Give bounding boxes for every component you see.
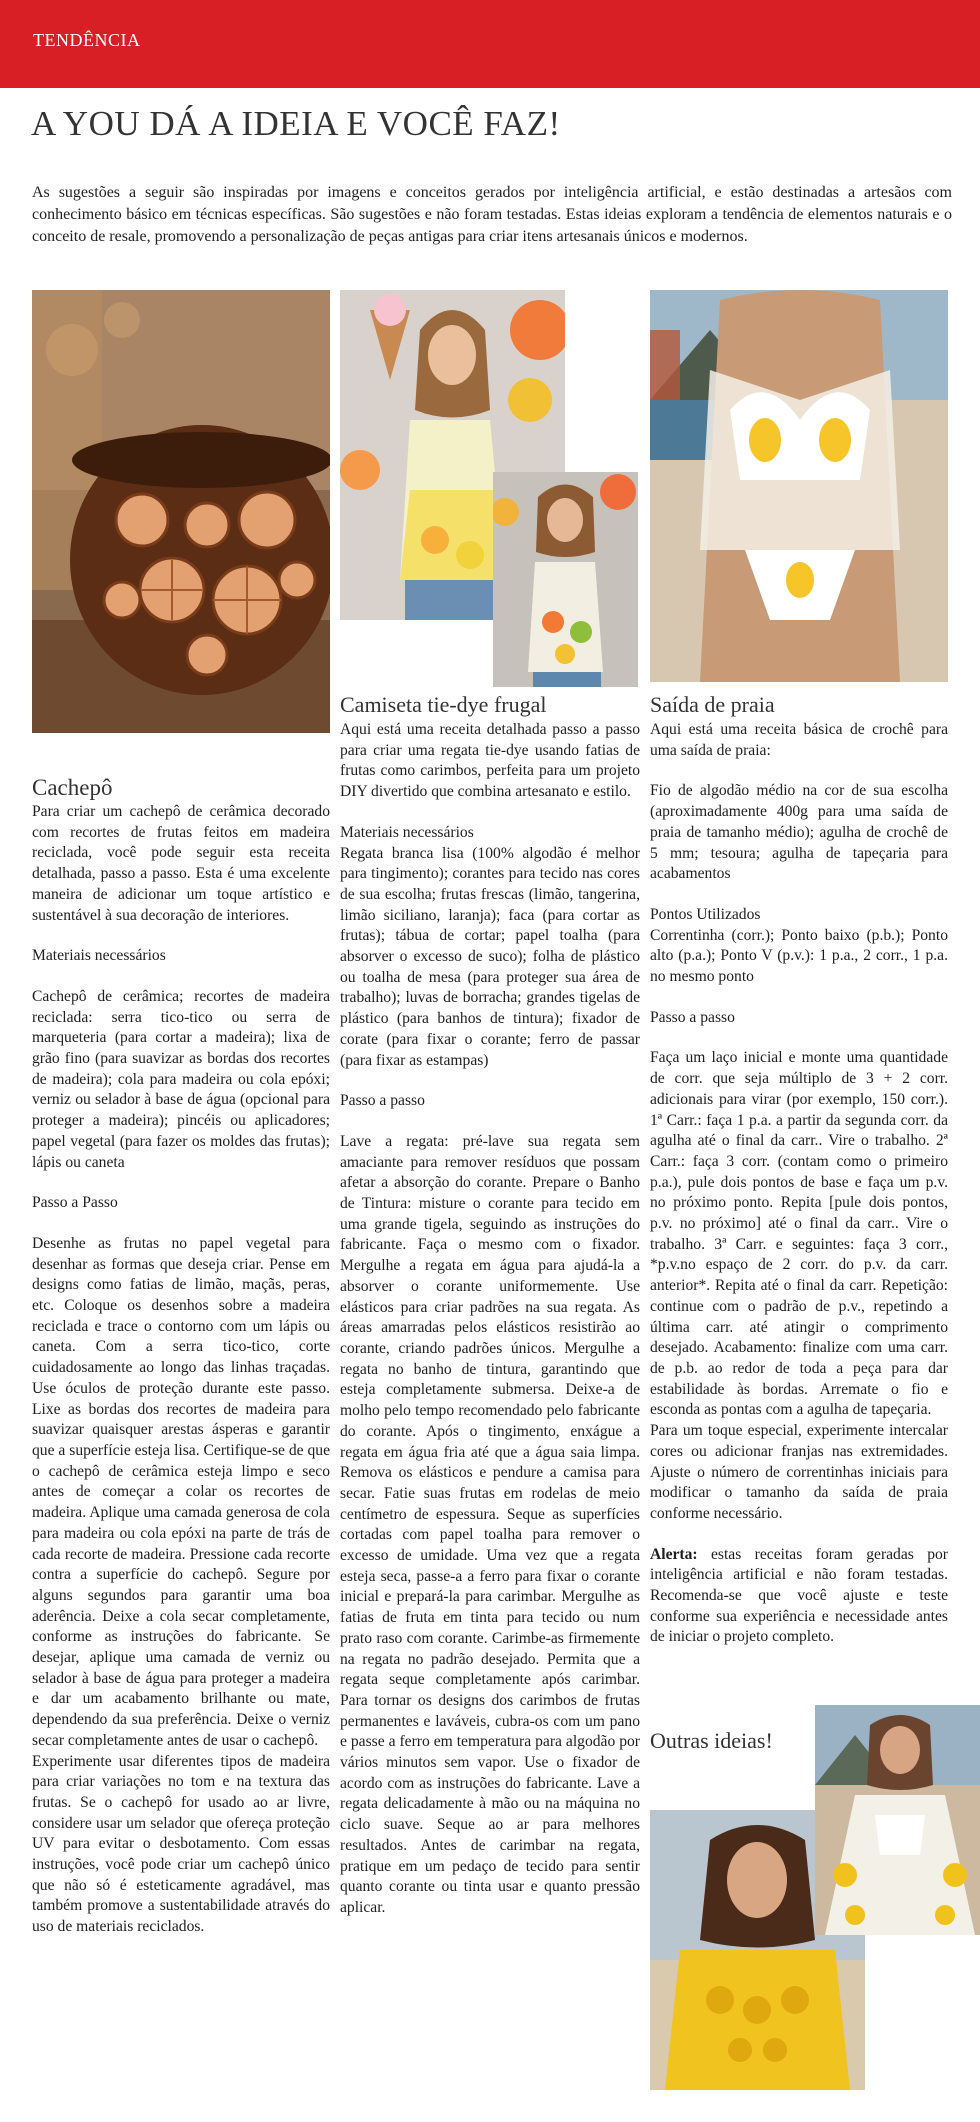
beach-coverup-points-heading: Pontos Utilizados xyxy=(650,905,761,923)
tie-dye-materials-heading: Materiais necessários xyxy=(340,823,474,841)
cachepo-illustration xyxy=(32,290,330,733)
beach-coverup-intro: Aqui está uma receita básica de crochê para uma saída de praia: xyxy=(650,721,948,759)
section-header-bar xyxy=(0,0,980,88)
ai-alert-label: Alerta: xyxy=(650,1545,698,1563)
cachepo-column xyxy=(32,802,330,1938)
cachepo-intro: Para criar um cachepô de cerâmica decorado com recortes de frutas feitos em madeira reciclada, você pode seguir esta receita detalhada, passo a passo. Esta é uma excelente maneira de adicionar um toque artístico e sustentável à sua decoração de interiores. xyxy=(32,803,330,924)
tie-dye-illustration-inset xyxy=(493,472,638,687)
other-ideas-heading: Outras ideias! xyxy=(650,1728,773,1753)
tie-dye-steps-heading: Passo a passo xyxy=(340,1092,425,1110)
tie-dye-materials: Regata branca lisa (100% algodão é melhor para tingimento); corantes para tecido nas cores de sua escolha; frutas frescas (limão, tangerina, limão siciliano, laranja); faca (para cortar as frutas); tábua de cortar; papel toalha (para absorver o excesso de suco); folha de plástico ou toalha de mesa (para proteger sua área de trabalho); luvas de borracha; grandes tigelas de plástico (para banhos de tintura); fixador de corate (para fixar o corante; ferro de passar (para fixar as estampas) xyxy=(340,844,640,1069)
tie-dye-intro: Aqui está uma receita detalhada passo a passo para criar uma regata tie-dye usando fatias de frutas como carimbos, perfeita para um projeto DIY divertido que combina artesanato e estilo. xyxy=(340,721,640,801)
beach-coverup-steps: Faça um laço inicial e monte uma quantidade de corr. que seja múltiplo de 3 + 2 corr. adicionais para virar (por exemplo, 150 corr.). 1ª Carr.: faça 1 p.a. a partir da segunda corr. da agulha até o final da carr.. Vire o trabalho. 2ª Carr.: faça 3 corr. (contam como o primeiro p.a.), pule dois pontos de base e faça um p.v. no próximo ponto. Repita [pule dois pontos, p.v. no próximo] até o final da carr.. Vire o trabalho. 3ª Carr. e seguintes: faça 3 corr., *p.v.no espaço de 2 corr. do p.v. da carr. anterior*. Repita até o final da carr. Repetição: continue com o padrão de p.v., repetindo a última carr. até atingir o comprimento desejado. Acabamento: finalize com uma carr. de p.b. ao redor de toda a peça para dar estabilidade às bordas. Arremate o fio e esconda as pontas com a agulha de tapeçaria. xyxy=(650,1049,948,1419)
beach-coverup-heading: Saída de praia xyxy=(650,692,775,717)
cachepo-materials: Cachepô de cerâmica; recortes de madeira reciclada: serra tico-tico ou serra de marqueteria (para cortar a madeira); lixa de grão fino (para suavizar as bordas dos recortes de madeira); cola para madeira ou cola epóxi; verniz ou selador à base de água (opcional para proteger a madeira); pincéis ou aplicadores; papel vegetal (para fazer os moldes das frutas); lápis ou caneta xyxy=(32,987,330,1171)
cachepo-steps: Desenhe as frutas no papel vegetal para desenhar as formas que deseja criar. Pense em designs como fatias de limão, maçãs, peras, etc. Coloque os desenhos sobre a madeira reciclada e trace o contorno com um lápis ou caneta. Com a serra tico-tico, corte cuidadosamente ao longo das linhas traçadas. Use óculos de proteção durante este passo. Lixe as bordas dos recortes de madeira para suavizar quaisquer arestas ásperas e garantir que a superfície esteja lisa. Certifique-se de que o cachepô de cerâmica esteja limpo e seco antes de começar a colar os recortes de madeira. Aplique uma camada generosa de cola para madeira ou cola epóxi na parte de trás de cada recorte de madeira. Pressione cada recorte contra a superfície do cachepô. Segure por alguns segundos para garantir uma boa aderência. Deixe a cola secar completamente, conforme as instruções do fabricante. Se desejar, aplique uma camada de verniz ou selador à base de água para proteger a madeira e dar um acabamento brilhante ou mate, dependendo da sua preferência. Deixe o verniz secar completamente antes de usar o cachepô. xyxy=(32,1234,330,1749)
beach-coverup-column xyxy=(650,720,948,1648)
cachepo-steps-heading: Passo a Passo xyxy=(32,1194,118,1212)
tie-dye-steps: Lave a regata: pré-lave sua regata sem amaciante para remover resíduos que possam afetar a absorção do corante. Prepare o Banho de Tintura: misture o corante para tecido em uma grande tigela, seguindo as instruções do fabricante. Faça o mesmo com o fixador. Mergulhe a regata em água para ajudá-la a absorver o corante uniformemente. Use elásticos para criar padrões na sua regata. As áreas amarradas pelos elásticos resistirão ao corante, criando padrões únicos. Mergulhe a regata no banho de tintura, garantindo que esteja completamente submersa. Deixe-a de molho pelo tempo recomendado pelo fabricante do corante. Após o tingimento, enxágue a regata em água fria até que a água saia limpa. Remova os elásticos e pendure a camisa para secar. Fatie suas frutas em rodelas de meio centímetro de espessura. Seque as superfícies cortadas com papel toalha para remover o excesso de umidade. Uma vez que a regata esteja seca, passe-a a ferro para fixar o corante inicial e prepará-la para carimbar. Mergulhe as fatias de fruta em tinta para tecido ou num prato raso com corante. Carimbe-as firmemente na regata no padrão desejado. Permita que a regata seque completamente após carimbar. Para tornar os designs dos carimbos de frutas permanentes e laváveis, cubra-os com um pano e passe a ferro em temperatura para algodão por vários minutos sem vapor. Use o fixador de acordo com as instruções do fabricante. Lave a regata delicadamente à mão ou na máquina no ciclo suave. Seque ao ar para melhores resultados. Antes de carimbar na regata, pratique em um pedaço de tecido para sentir quanto corante ou tinta usar e quanto pressão aplicar. xyxy=(340,1132,640,1916)
tie-dye-column xyxy=(340,720,640,1919)
other-ideas-photo-back xyxy=(815,1705,980,1935)
other-ideas-illustration-back xyxy=(815,1705,980,1935)
beach-coverup-photo xyxy=(650,290,948,682)
beach-coverup-materials: Fio de algodão médio na cor de sua escolha (aproximadamente 400g para uma saída de praia de tamanho médio); agulha de crochê de 5 mm; tesoura; agulha de tapeçaria para acabamentos xyxy=(650,782,948,883)
beach-coverup-steps-heading: Passo a passo xyxy=(650,1008,735,1026)
beach-coverup-illustration xyxy=(650,290,948,682)
ai-alert-text: estas receitas foram geradas por inteligência artificial e não foram testadas. Recomenda-se que você ajuste e teste conforme sua experiência e necessidade antes de iniciar o projeto completo. xyxy=(650,1545,948,1646)
cachepo-photo xyxy=(32,290,330,733)
beach-coverup-tip: Para um toque especial, experimente intercalar cores ou adicionar franjas nas extremidades. Ajuste o número de correntinhas iniciais para modificar o tamanho da saída de praia conforme necessário. xyxy=(650,1422,948,1522)
tie-dye-heading: Camiseta tie-dye frugal xyxy=(340,692,547,717)
section-label: TENDÊNCIA xyxy=(33,30,141,50)
tie-dye-photo-inset xyxy=(493,472,638,687)
page-title: A YOU DÁ A IDEIA E VOCÊ FAZ! xyxy=(31,104,561,143)
beach-coverup-points: Correntinha (corr.); Ponto baixo (p.b.); Ponto alto (p.a.); Ponto V (p.v.): 1 p.a., 2 corr., 1 p.a. no mesmo ponto xyxy=(650,926,948,986)
cachepo-closing: Experimente usar diferentes tipos de madeira para criar variações no tom e na textura das frutas. Se o cachepô for usado ao ar livre, considere usar um selador que ofereça proteção UV para evitar o desbotamento. Com essas instruções, você pode criar um cachepô único que não só é esteticamente agradável, mas também promove a sustentabilidade através do uso de materiais reciclados. xyxy=(32,1752,330,1936)
ai-alert xyxy=(650,1545,948,1649)
intro-paragraph: As sugestões a seguir são inspiradas por imagens e conceitos gerados por inteligência artificial, e estão destinadas a artesãos com conhecimento básico em técnicas específicas. São sugestões e não foram testadas. Estas ideias exploram a tendência de elementos naturais e o conceito de resale, promovendo a personalização de peças antigas para criar itens artesanais únicos e modernos. xyxy=(32,184,952,245)
cachepo-materials-heading: Materiais necessários xyxy=(32,947,166,965)
cachepo-heading: Cachepô xyxy=(32,775,113,800)
